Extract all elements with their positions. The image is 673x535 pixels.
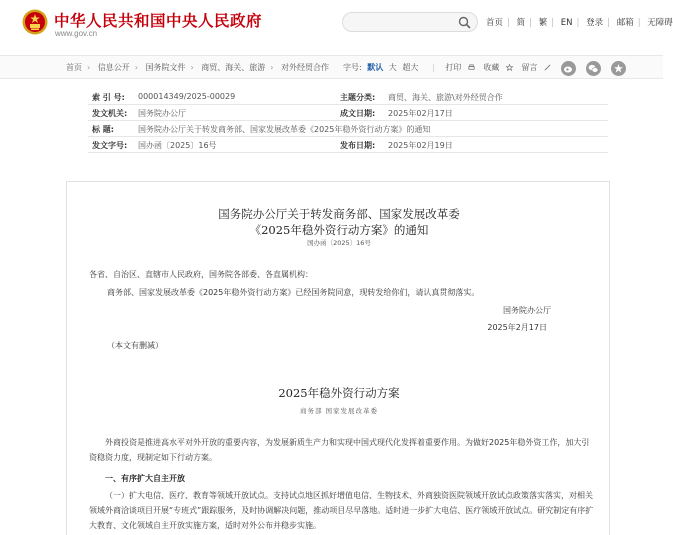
- national-emblem-icon[interactable]: [22, 8, 48, 36]
- font-size-default[interactable]: 默认: [367, 63, 384, 72]
- breadcrumb-bar: [0, 55, 663, 79]
- breadcrumb-trade[interactable]: 商贸、海关、旅游: [201, 63, 266, 72]
- breadcrumb-home[interactable]: 首页: [66, 63, 82, 72]
- font-size-control: [343, 62, 418, 73]
- document-title-line1: 国务院办公厅关于转发商务部、国家发展改革委: [218, 207, 460, 221]
- meta-key: 发文机关:: [92, 109, 128, 118]
- meta-key: 成文日期:: [340, 109, 376, 118]
- intro-paragraph: 外商投资是推进高水平对外开放的重要内容，为发展新质生产力和实现中国式现代化发挥着重要作用。为做好2025年稳外资工作，加大引资稳资力度，现制定如下行动方案。: [89, 438, 590, 462]
- favorite-button[interactable]: 收藏: [483, 63, 500, 72]
- share-icons: [561, 58, 631, 77]
- meta-row: [88, 121, 608, 137]
- meta-value: 国务院办公厅关于转发商务部、国家发展改革委《2025年稳外资行动方案》的通知: [138, 125, 431, 134]
- site-header: [0, 0, 673, 46]
- plan-title: 2025年稳外资行动方案: [278, 386, 400, 400]
- meta-value: 000014349/2025-00029: [138, 92, 236, 101]
- section-heading: 一、有序扩大自主开放: [105, 474, 185, 483]
- body-text: 商务部、国家发展改革委《2025年稳外资行动方案》已经国务院同意，现转发给你们，请认真贯彻落实。: [107, 288, 480, 297]
- english-link[interactable]: EN: [560, 18, 573, 28]
- meta-value: 国办函〔2025〕16号: [138, 141, 217, 150]
- addressee: 各省、自治区、直辖市人民政府，国务院各部委、各直属机构：: [89, 270, 313, 279]
- wechat-icon[interactable]: [586, 61, 601, 76]
- meta-key: 主题分类:: [340, 93, 376, 102]
- issuer: 国务院办公厅: [503, 306, 551, 315]
- item-paragraph: （一）扩大电信、医疗、教育等领域开放试点。支持试点地区抓好增值电信、生物技术、外商独资医院领域开放试点政策落实落实，对相关领域外商洽谈项目开展“专班式”跟踪服务，及时协调解决问题，推动项目尽早落地。适时进一步扩大电信、医疗领域开放试点。研究制定有序扩大教育、文化领域自主开放实施方案，适时对外公布并稳步实施。: [89, 491, 594, 530]
- weibo-icon[interactable]: [561, 61, 576, 76]
- site-title[interactable]: 中华人民共和国中央人民政府: [54, 11, 263, 30]
- site-url: www.gov.cn: [55, 29, 98, 38]
- font-size-xlarge[interactable]: 超大: [402, 63, 419, 72]
- home-link[interactable]: 首页: [486, 18, 504, 28]
- meta-key: 索 引 号:: [92, 93, 125, 102]
- breadcrumb-foreign[interactable]: 对外经贸合作: [281, 63, 329, 72]
- pencil-icon[interactable]: [544, 64, 551, 71]
- login-link[interactable]: 登录: [586, 18, 604, 28]
- font-size-label: 字号:: [343, 63, 362, 72]
- accessibility-link[interactable]: 无障碍: [647, 18, 673, 28]
- meta-value: 2025年02月19日: [388, 141, 453, 150]
- print-icon[interactable]: [468, 64, 475, 71]
- star-icon[interactable]: [506, 64, 513, 71]
- article-content: [66, 181, 610, 535]
- issue-date: 2025年2月17日: [487, 323, 547, 332]
- font-size-large[interactable]: 大: [388, 63, 397, 72]
- document-number: 国办函〔2025〕16号: [307, 239, 371, 247]
- breadcrumb-docs[interactable]: 国务院文件: [145, 63, 186, 72]
- page-tools: | 打印 收藏 留言: [432, 62, 557, 73]
- search-input[interactable]: [342, 12, 478, 32]
- meta-row: [88, 89, 608, 105]
- breadcrumb-info[interactable]: 信息公开: [97, 63, 130, 72]
- message-button[interactable]: 留言: [521, 63, 538, 72]
- meta-value: 国务院办公厅: [138, 109, 186, 118]
- simplified-link[interactable]: 简: [516, 18, 526, 28]
- meta-key: 发文字号:: [92, 141, 128, 150]
- meta-key: 发布日期:: [340, 141, 376, 150]
- traditional-link[interactable]: 繁: [538, 18, 548, 28]
- plan-author: 商务部 国家发展改革委: [299, 407, 379, 415]
- document-metadata: [88, 89, 608, 153]
- search-icon[interactable]: [458, 16, 471, 29]
- meta-key: 标 题:: [92, 125, 114, 134]
- meta-value: 2025年02月17日: [388, 109, 453, 118]
- meta-row: [88, 105, 608, 121]
- breadcrumb: 首页 › 信息公开 › 国务院文件 › 商贸、海关、旅游 › 对外经贸合作: [66, 63, 329, 72]
- meta-row: [88, 137, 608, 153]
- abridged-note: （本文有删减）: [107, 341, 163, 350]
- qzone-icon[interactable]: [611, 61, 626, 76]
- mailbox-link[interactable]: 邮箱: [616, 18, 634, 28]
- top-links: 首页 | 简 | 繁 | EN | 登录 | 邮箱 | 无障碍: [486, 18, 673, 28]
- print-button[interactable]: 打印: [445, 63, 462, 72]
- document-title-line2: 《2025年稳外资行动方案》的通知: [249, 223, 429, 237]
- meta-value: 商贸、海关、旅游\对外经贸合作: [388, 93, 503, 102]
